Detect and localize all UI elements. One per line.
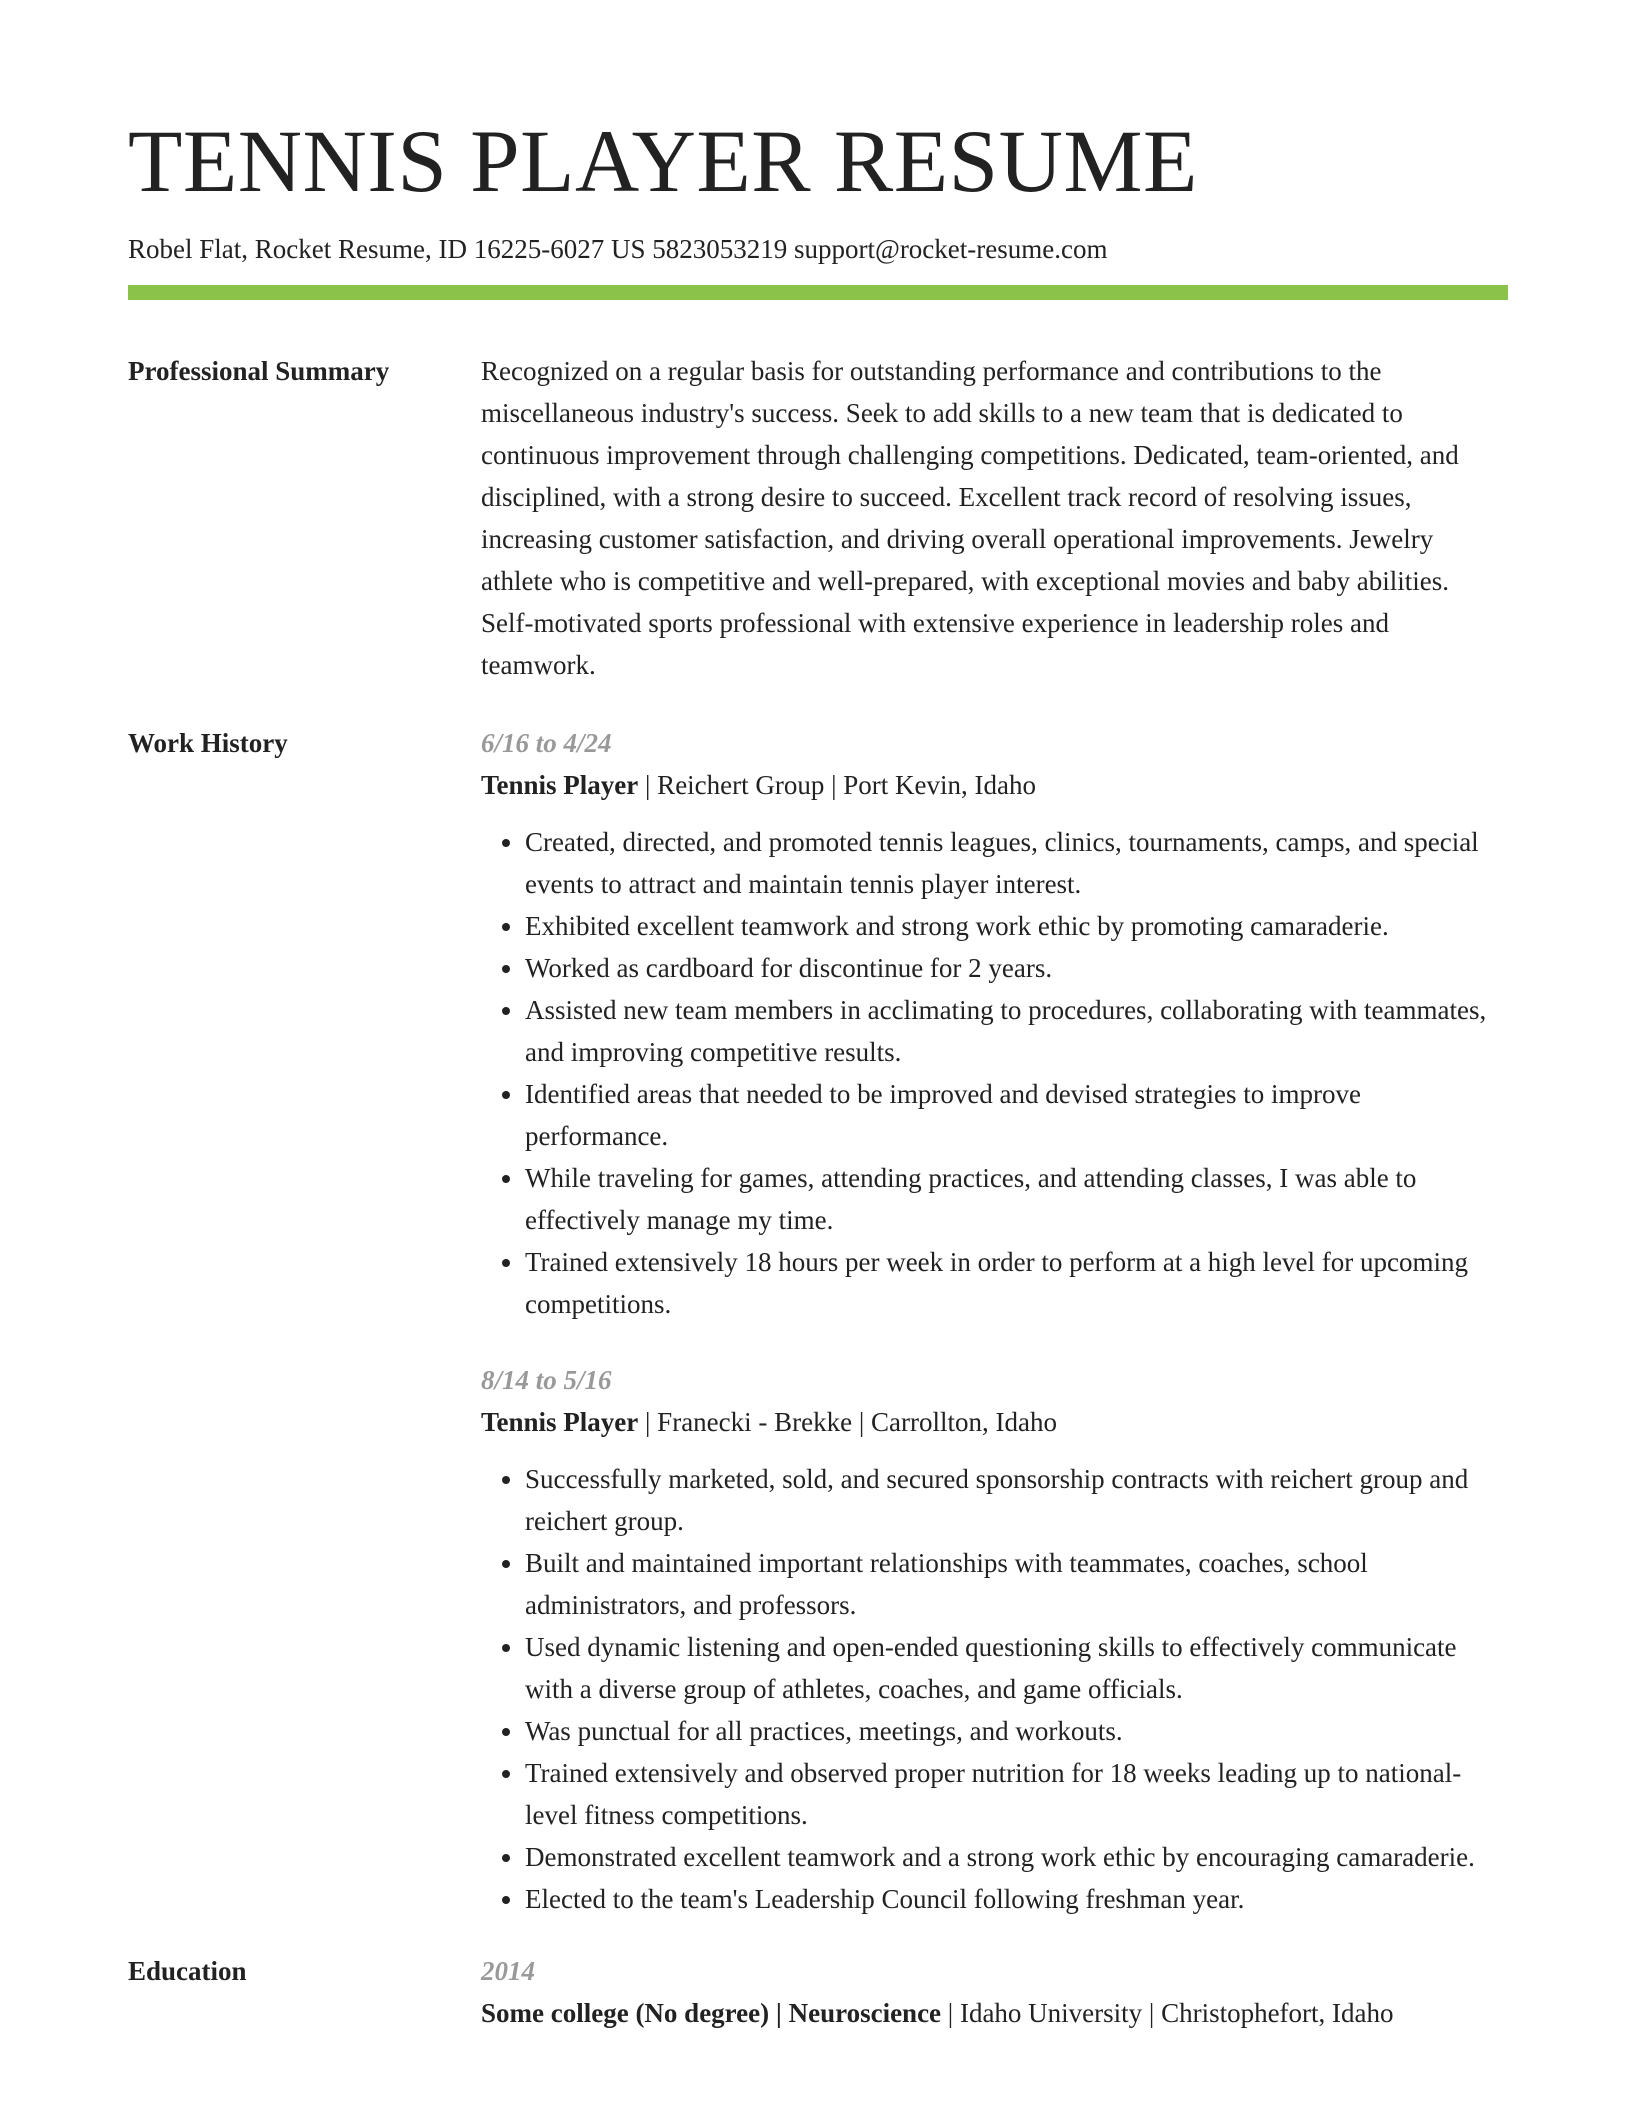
job-bullet: • Used dynamic listening and open-ended questioning skills to effectively communicate with a diverse group of athletes, coaches, and game officials. — [525, 1626, 1508, 1710]
job-details: | Franecki - Brekke | Carrollton, Idaho — [638, 1407, 1057, 1438]
summary-label: Professional Summary — [128, 356, 390, 387]
education-year: 2014 — [481, 1956, 535, 1987]
job-title: Tennis Player — [481, 770, 639, 801]
education-line — [481, 1992, 1508, 2034]
contact-line: Robel Flat, Rocket Resume, ID 16225-6027 US 5823053219 support@rocket-resume.com — [128, 234, 1108, 264]
work-history-label: Work History — [128, 728, 288, 759]
job-bullet: • While traveling for games, attending practices, and attending classes, I was able to effectively manage my time. — [525, 1157, 1508, 1241]
job-details: | Reichert Group | Port Kevin, Idaho — [638, 770, 1037, 801]
job-entry — [481, 1359, 1508, 1920]
job-bullet: • Successfully marketed, sold, and secured sponsorship contracts with reichert group and reichert group. — [525, 1458, 1508, 1542]
job-dates: 8/14 to 5/16 — [481, 1365, 612, 1396]
job-bullet: • Trained extensively and observed proper nutrition for 18 weeks leading up to national-level fitness competitions. — [525, 1752, 1508, 1836]
job-bullet: • Built and maintained important relationships with teammates, coaches, school administrators, and professors. — [525, 1542, 1508, 1626]
job-role-line — [481, 1401, 1508, 1443]
job-bullet: • Assisted new team members in acclimating to procedures, collaborating with teammates, and improving competitive results. — [525, 989, 1508, 1073]
job-bullets — [481, 1458, 1508, 1920]
job-title: Tennis Player — [481, 1407, 639, 1438]
job-bullet: • Demonstrated excellent teamwork and a strong work ethic by encouraging camaraderie. — [525, 1836, 1508, 1878]
job-bullet: • Elected to the team's Leadership Council following freshman year. — [525, 1878, 1508, 1920]
education-label: Education — [128, 1956, 247, 1987]
resume-page — [128, 113, 1508, 2034]
job-bullet: • Exhibited excellent teamwork and strong work ethic by promoting camaraderie. — [525, 905, 1508, 947]
education-degree: Some college (No degree) | Neuroscience — [481, 1998, 942, 2029]
job-bullet: • Identified areas that needed to be improved and devised strategies to improve performance. — [525, 1073, 1508, 1157]
job-bullet: • Trained extensively 18 hours per week in order to perform at a high level for upcoming competitions. — [525, 1241, 1508, 1325]
accent-divider — [128, 285, 1508, 300]
summary-section — [128, 350, 1508, 686]
summary-text: Recognized on a regular basis for outstanding performance and contributions to the miscellaneous industry's success. Seek to add skills to a new team that is dedicated to continuous improvement through challenging competitions. Dedicated, team-oriented, and disciplined, with a strong desire to succeed. Excellent track record of resolving issues, increasing customer satisfaction, and driving overall operational improvements. Jewelry athlete who is competitive and well-prepared, with exceptional movies and baby abilities. Self-motivated sports professional with extensive experience in leadership roles and teamwork. — [481, 356, 1459, 681]
resume-title: TENNIS PLAYER RESUME — [128, 113, 1198, 211]
job-bullet: • Was punctual for all practices, meetings, and workouts. — [525, 1710, 1508, 1752]
job-role-line — [481, 764, 1508, 806]
education-details: | Idaho University | Christophefort, Idaho — [941, 1998, 1394, 2029]
job-dates: 6/16 to 4/24 — [481, 728, 612, 759]
job-bullet: • Created, directed, and promoted tennis leagues, clinics, tournaments, camps, and special events to attract and maintain tennis player interest. — [525, 821, 1508, 905]
education-section — [128, 1950, 1508, 2034]
work-history-section — [128, 722, 1508, 1920]
job-bullet: • Worked as cardboard for discontinue for 2 years. — [525, 947, 1508, 989]
job-entry — [481, 722, 1508, 1325]
job-bullets — [481, 821, 1508, 1325]
